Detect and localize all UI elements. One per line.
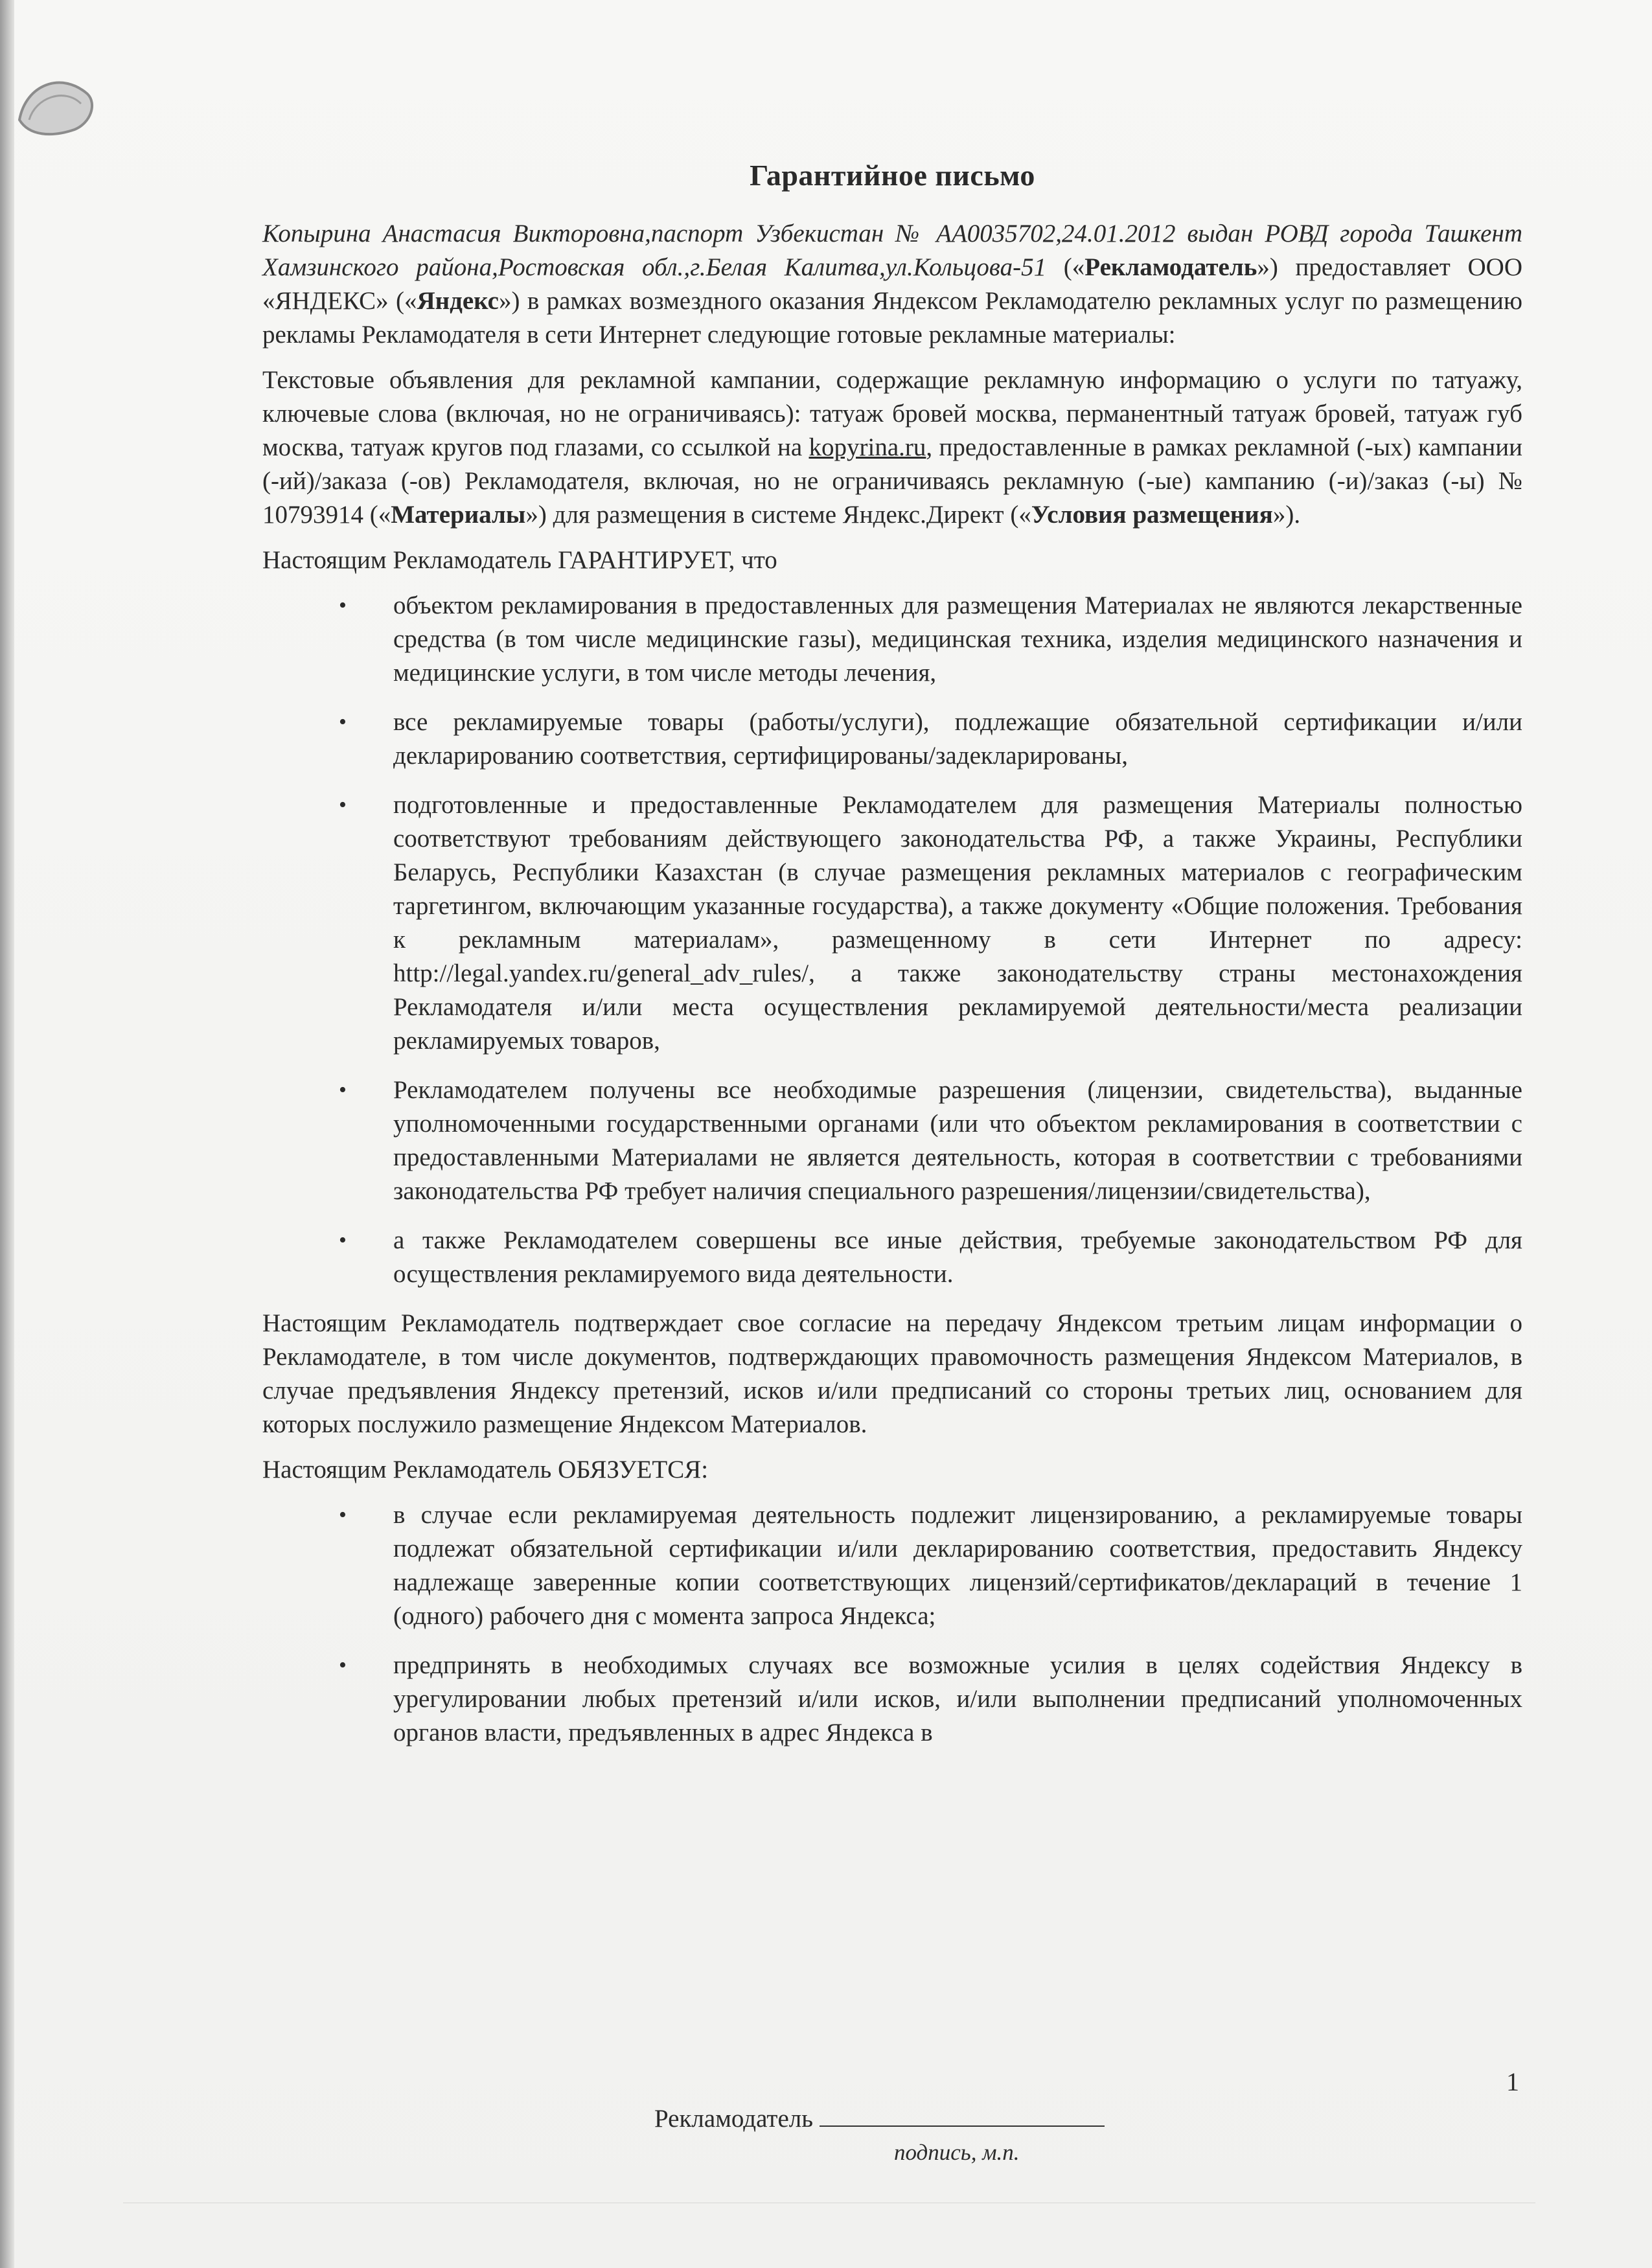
paper-clip-mark-icon [13,58,110,155]
term-placement-conditions: Условия размещения [1031,501,1273,529]
letter-body [262,159,1522,1765]
signature-label: Рекламодатель [654,2105,814,2133]
document-title: Гарантийное письмо [750,159,1035,192]
term-materials: Материалы [391,501,526,529]
bullet-icon: • [339,1503,347,1527]
signature-caption: подпись, м.п. [894,2140,1020,2165]
advertiser-identity: Копырина Анастасия Викторовна,паспорт Узбекистан № АА0035702,24.01.2012 выдан РОВД города Ташкент Хамзинского района,Ростовская обл.,г.Белая Калитва,ул.Кольцова-51 [262,220,1522,281]
intro-paragraph: Копырина Анастасия Викторовна,паспорт Узбекистан № АА0035702,24.01.2012 выдан РОВД города Ташкент Хамзинского района,Ростовская обл.,г.Белая Калитва,ул.Кольцова-51 («Рекламодатель») предоставляет ООО «ЯНДЕКС» («Яндекс») в рамках возмездного оказания Яндексом Рекламодателю рекламных услуг по размещению рекламы Рекламодателя в сети Интернет следующие готовые рекламные материалы: [262,220,1523,349]
bullet-icon: • [339,593,347,617]
list-item: • Рекламодателем получены все необходимые разрешения (лицензии, свидетельства), выданные уполномоченными государственными органами (или что объектом рекламирования в соответствии с предоставленными Материалами не является деятельность, которая в соответствии с требованиями законодательства РФ требует наличия специального разрешения/лицензии/свидетельства), [262,1073,1522,1208]
bullet-icon: • [339,1078,347,1102]
list-item: • объектом рекламирования в предоставленных для размещения Материалах не являются лекарственные средства (в том числе медицинские газы), медицинская техника, изделия медицинского назначения и медицинские услуги, в том числе методы лечения, [262,589,1522,690]
bullet-icon: • [339,793,347,817]
bullet-icon: • [339,1653,347,1677]
consent-paragraph: Настоящим Рекламодатель подтверждает свое согласие на передачу Яндексом третьим лицам информации о Рекламодателе, в том числе документов, подтверждающих правомочность размещения Яндексом Материалов, в случае предъявления Яндексу претензий, исков и/или предписаний со стороны третьих лиц, основанием для которых послужило размещение Яндексом Материалов. [262,1309,1522,1438]
term-yandex: Яндекс [417,287,499,315]
list-item: • предпринять в необходимых случаях все возможные усилия в целях содействия Яндексу в урегулировании любых претензий и/или исков, и/или выполнении предписаний уполномоченных органов власти, предъявленных в адрес Яндекса в [262,1649,1522,1750]
obligations-heading: Настоящим Рекламодатель ОБЯЗУЕТСЯ: [262,1456,709,1483]
signature-blank [820,2125,1105,2127]
list-item: • подготовленные и предоставленные Рекламодателем для размещения Материалы полностью соответствуют требованиям действующего законодательства РФ, а также Украины, Республики Беларусь, Республики Казахстан (в случае размещения рекламных материалов с географическим таргетингом, включающим указанные государства), а также документу «Общие положения. Требования к рекламным материалам», размещенному в сети Интернет по адресу: http://legal.yandex.ru/general_adv_rules/, а также законодательству страны местонахождения Рекламодателя и/или места осуществления рекламируемой деятельности/места реализации рекламируемых товаров, [262,788,1522,1058]
list-item: • в случае если рекламируемая деятельность подлежит лицензированию, а рекламируемые товары подлежат обязательной сертификации и/или декларированию соответствия, предоставить Яндексу надлежаще заверенные копии соответствующих лицензий/сертификатов/деклараций в течение 1 (одного) рабочего дня с момента запроса Яндекса; [262,1498,1522,1633]
site-link[interactable]: kopyrina.ru [809,433,926,461]
term-advertiser: Рекламодатель [1084,253,1257,281]
signature-line [654,2104,1105,2133]
materials-paragraph: Текстовые объявления для рекламной кампании, содержащие рекламную информацию о услуги по татуажу, ключевые слова (включая, но не ограничиваясь): татуаж бровей москва, перманентный татуаж бровей, татуаж губ москва, татуаж кругов под глазами, со ссылкой на kopyrina.ru, предоставленные в рамках рекламной (-ых) кампании (-ий)/заказа (-ов) Рекламодателя, включая, но не ограничиваясь рекламную (-ые) кампанию (-и)/заказ (-ы) № 10793914 («Материалы») для размещения в системе Яндекс.Директ («Условия размещения»). [262,366,1522,529]
bullet-icon: • [339,1228,347,1252]
guarantees-list [262,589,1522,1291]
obligations-list [262,1498,1522,1750]
list-item: • все рекламируемые товары (работы/услуги), подлежащие обязательной сертификации и/или декларированию соответствия, сертифицированы/задекларированы, [262,705,1522,773]
page-number: 1 [1506,2067,1519,2096]
list-item: • а также Рекламодателем совершены все иные действия, требуемые законодательством РФ для осуществления рекламируемого вида деятельности. [262,1224,1522,1291]
guarantees-heading: Настоящим Рекламодатель ГАРАНТИРУЕТ, что [262,546,777,574]
bullet-icon: • [339,710,347,734]
scan-edge-shadow [0,0,14,2268]
